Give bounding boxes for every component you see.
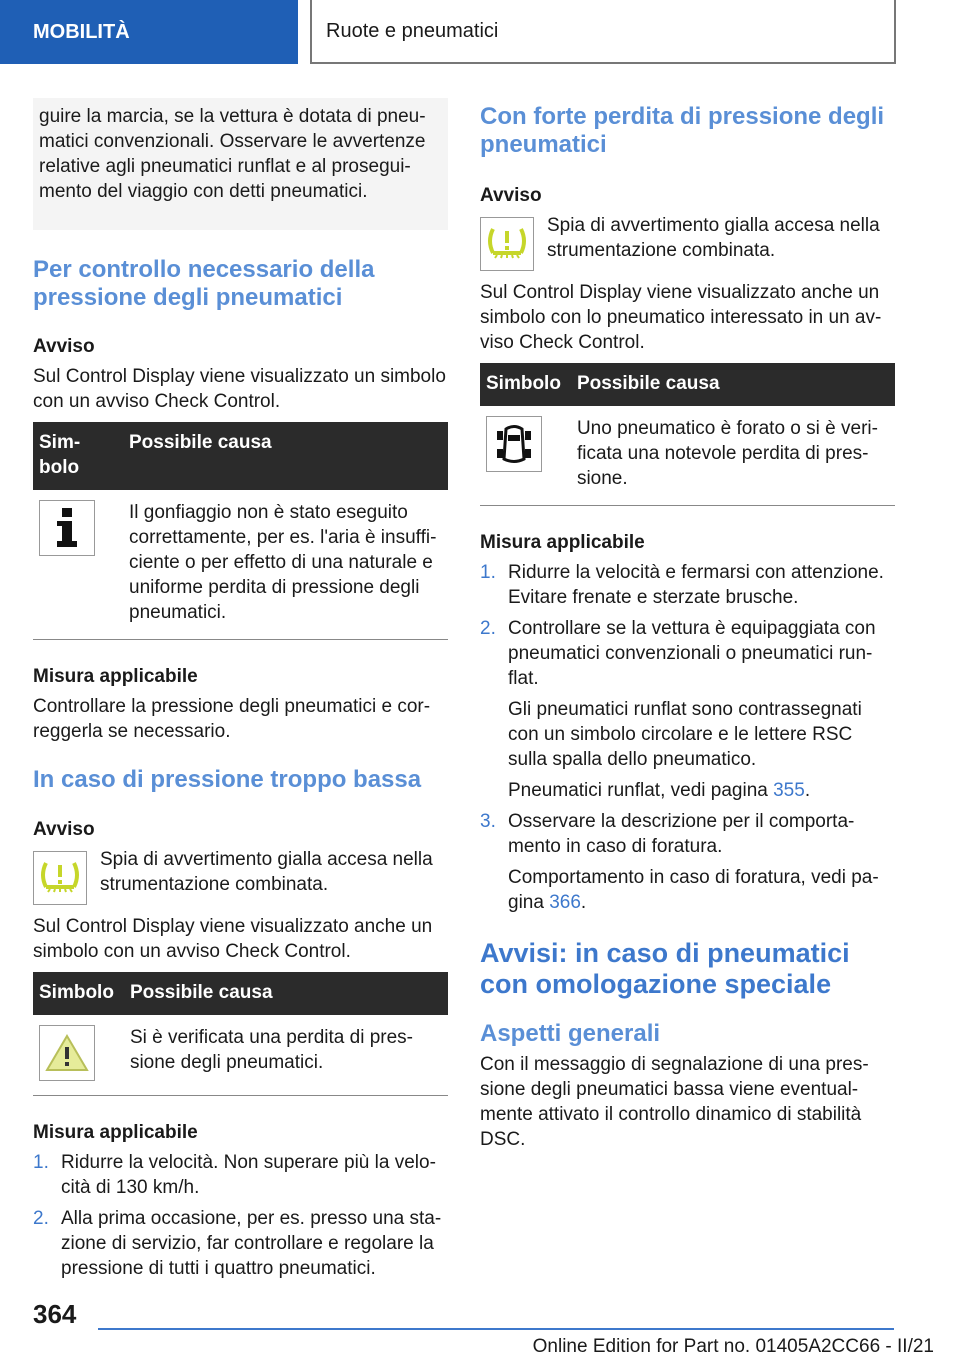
page-number: 364 — [33, 1299, 77, 1329]
section-heading-check-pressure: Per controllo necessario della pressione degli pneumatici — [33, 256, 375, 311]
control-display-text: Sul Control Display viene visualizzato anche un simbolo con lo pneumatico interessato in un av-viso Check Control. — [480, 282, 882, 353]
general-text: Con il messaggio di segnalazione di una pres-sione degli pneumatici bassa viene eventual-mente attivato il controllo dinamico di stabilità DSC. — [480, 1054, 869, 1150]
list-item: 2. Controllare se la vettura è equipaggiata con pneumatici convenzionali o pneumatici run-flat. Gli pneumatici runflat sono contrassegnati con un simbolo circolare e le lettere RSC sulla spalla dello pneumatico. Pneumatici runflat, vedi pagina 355. — [480, 616, 895, 803]
table-row — [33, 1015, 448, 1096]
info-icon — [39, 500, 95, 556]
symbol-table-severe — [480, 363, 895, 506]
right-column — [480, 98, 895, 1152]
warning-lamp-row — [480, 213, 895, 271]
table-cell-cause: Uno pneumatico è forato o si è veri-ficata una notevole perdita di pres-sione. — [569, 406, 895, 506]
list-item: 1. Ridurre la velocità e fermarsi con attenzione. Evitare frenate e sterzate brusche. — [480, 562, 884, 608]
avviso-text: Sul Control Display viene visualizzato un simbolo con un avviso Check Control. — [33, 366, 446, 412]
intro-note-text: guire la marcia, se la vettura è dotata di pneu-matici convenzionali. Osservare le avvertenze relative agli pneumatici runflat e al prosegui-mento del viaggio con detti pneumatici. — [39, 106, 426, 202]
section-heading-low-pressure: In caso di pressione troppo bassa — [33, 766, 422, 793]
table-header-symbol: Simbolo — [33, 972, 122, 1015]
avviso-label: Avviso — [480, 185, 542, 206]
measure-label: Misura applicabile — [33, 1122, 198, 1143]
tire-pressure-warning-icon — [33, 851, 87, 905]
table-cell-cause: Si è verificata una perdita di pres-sione degli pneumatici. — [122, 1015, 448, 1096]
list-item: 2. Alla prima occasione, per es. presso una sta-zione di servizio, far controllare e regolare la pressione di tutti i quattro pneumatici. — [33, 1208, 442, 1279]
measure-label: Misura applicabile — [480, 532, 645, 553]
table-header-cause: Possibile causa — [569, 363, 895, 406]
subheading-general: Aspetti generali — [480, 1020, 661, 1047]
avviso-label: Avviso — [33, 336, 95, 357]
symbol-table-check — [33, 422, 448, 640]
warning-triangle-icon — [39, 1025, 95, 1081]
section-tab[interactable]: MOBILITÀ — [0, 0, 298, 64]
warning-lamp-row — [33, 847, 448, 905]
tire-pressure-warning-icon — [480, 217, 534, 271]
avviso-label: Avviso — [33, 819, 95, 840]
footer-divider — [98, 1328, 894, 1330]
symbol-table-low — [33, 972, 448, 1096]
chapter-title: Ruote e pneumatici — [310, 0, 896, 64]
list-item: 1. Ridurre la velocità. Non superare più la velo-cità di 130 km/h. — [33, 1152, 436, 1198]
page-link-366[interactable]: 366 — [549, 892, 581, 913]
section-heading-severe-loss: Con forte perdita di pressione degli pneumatici — [480, 103, 885, 158]
list-item: 3. Osservare la descrizione per il comporta-mento in caso di foratura. Comportamento in caso di foratura, vedi pa-gina 366. — [480, 809, 895, 915]
warning-lamp-text: Spia di avvertimento gialla accesa nella strumentazione combinata. — [100, 849, 433, 895]
table-cell-cause: Il gonfiaggio non è stato eseguito correttamente, per es. l'aria è insuffi-ciente o per effetto di una naturale e uniforme perdita di pressione degli pneumatici. — [121, 490, 448, 640]
edition-text: Online Edition for Part no. 01405A2CC66 - II/21 — [532, 1336, 934, 1357]
runflat-note: Gli pneumatici runflat sono contrassegnati con un simbolo circolare e le lettere RSC sulla spalla dello pneumatico. — [508, 699, 862, 770]
measure-steps — [33, 1150, 448, 1281]
measure-text: Controllare la pressione degli pneumatici e cor-reggerla se necessario. — [33, 696, 431, 742]
measure-label: Misura applicabile — [33, 666, 198, 687]
page-reference: Pneumatici runflat, vedi pagina 355. — [508, 780, 811, 801]
table-header-symbol: Simbolo — [480, 363, 569, 406]
table-row — [480, 406, 895, 506]
table-header-symbol: Sim-bolo — [33, 422, 121, 490]
intro-note — [33, 98, 448, 230]
table-header-cause: Possibile causa — [122, 972, 448, 1015]
car-tire-puncture-icon — [486, 416, 542, 472]
left-column — [33, 98, 448, 1281]
control-display-text: Sul Control Display viene visualizzato anche un simbolo con un avviso Check Control. — [33, 916, 433, 962]
page-link-355[interactable]: 355 — [773, 780, 805, 801]
measure-steps — [480, 560, 895, 915]
warning-lamp-text: Spia di avvertimento gialla accesa nella strumentazione combinata. — [547, 215, 880, 261]
page-reference: Comportamento in caso di foratura, vedi pa-gina 366. — [508, 867, 879, 913]
table-header-cause: Possibile causa — [121, 422, 448, 490]
table-row — [33, 490, 448, 640]
section-heading-special-tires: Avvisi: in caso di pneumatici con omologazione speciale — [480, 938, 850, 999]
